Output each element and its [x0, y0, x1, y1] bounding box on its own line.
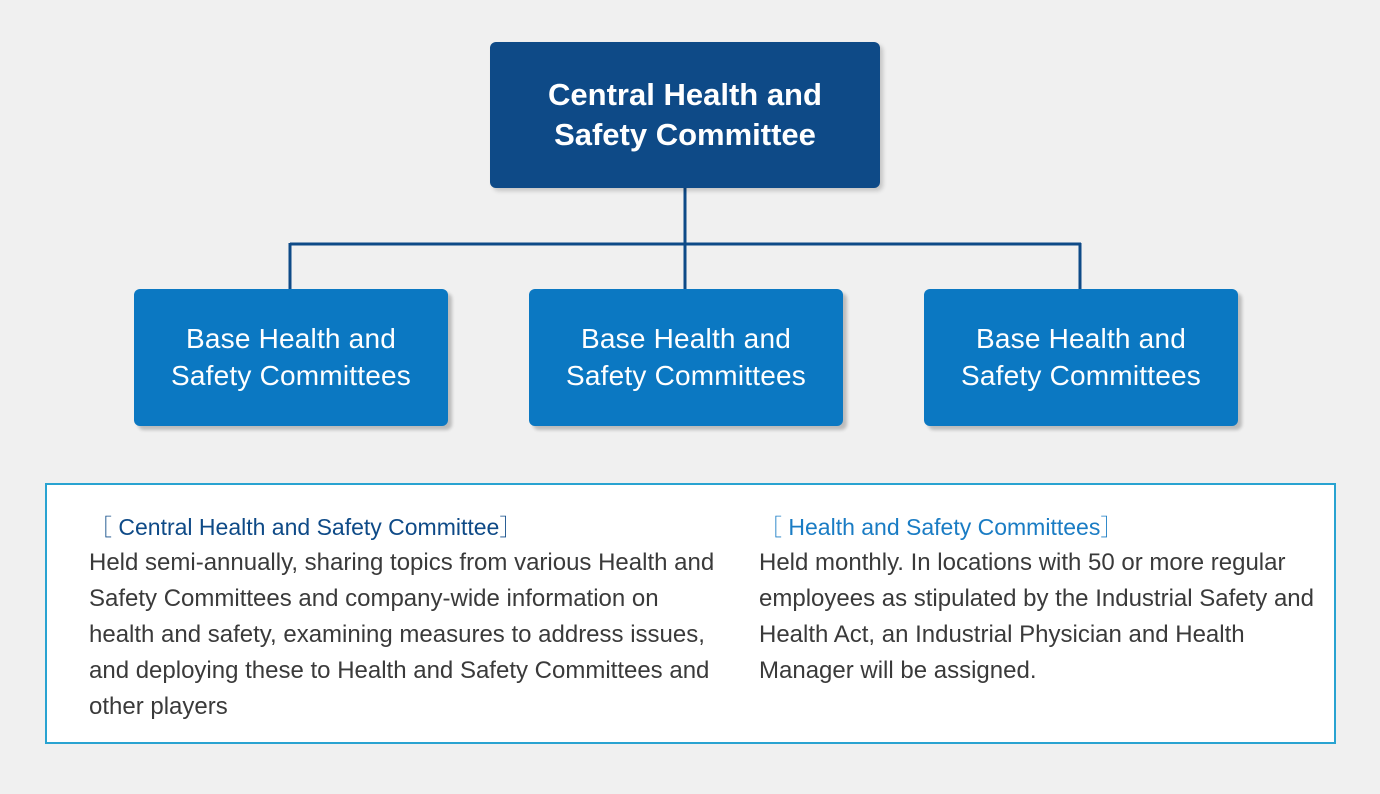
central-committee-heading: ［ Central Health and Safety Committee］ [89, 514, 523, 540]
base-committee-box-2 [529, 289, 843, 426]
base-committee-box-1 [134, 289, 448, 426]
central-committee-box [490, 42, 880, 188]
description-panel [45, 483, 1336, 744]
base-committee-1-line2: Safety Committees [171, 359, 411, 391]
base-committee-1-line1: Base Health and [185, 323, 397, 355]
central-committee-description [89, 509, 729, 725]
base-committee-3-line1: Base Health and [975, 323, 1187, 355]
base-committee-3-line2: Safety Committees [961, 359, 1201, 391]
committees-body: Held monthly. In locations with 50 or more regular employees as stipulated by the Industrial Safety and Health Act, an Industrial Physician and Health Manager will be assigned. [759, 549, 1314, 684]
committees-heading: ［ Health and Safety Committees］ [759, 514, 1124, 540]
base-committee-box-3 [924, 289, 1238, 426]
base-committee-2-line1: Base Health and [580, 323, 792, 355]
central-committee-line2: Safety Committee [554, 117, 816, 152]
central-committee-line1: Central Health and [548, 76, 822, 112]
base-committee-2-line2: Safety Committees [566, 359, 806, 391]
committees-description [759, 509, 1319, 689]
central-committee-body: Held semi-annually, sharing topics from various Health and Safety Committees and company-wide information on health and safety, examining measures to address issues, and deploying these to Health and Safety Committees and other players [89, 549, 715, 720]
